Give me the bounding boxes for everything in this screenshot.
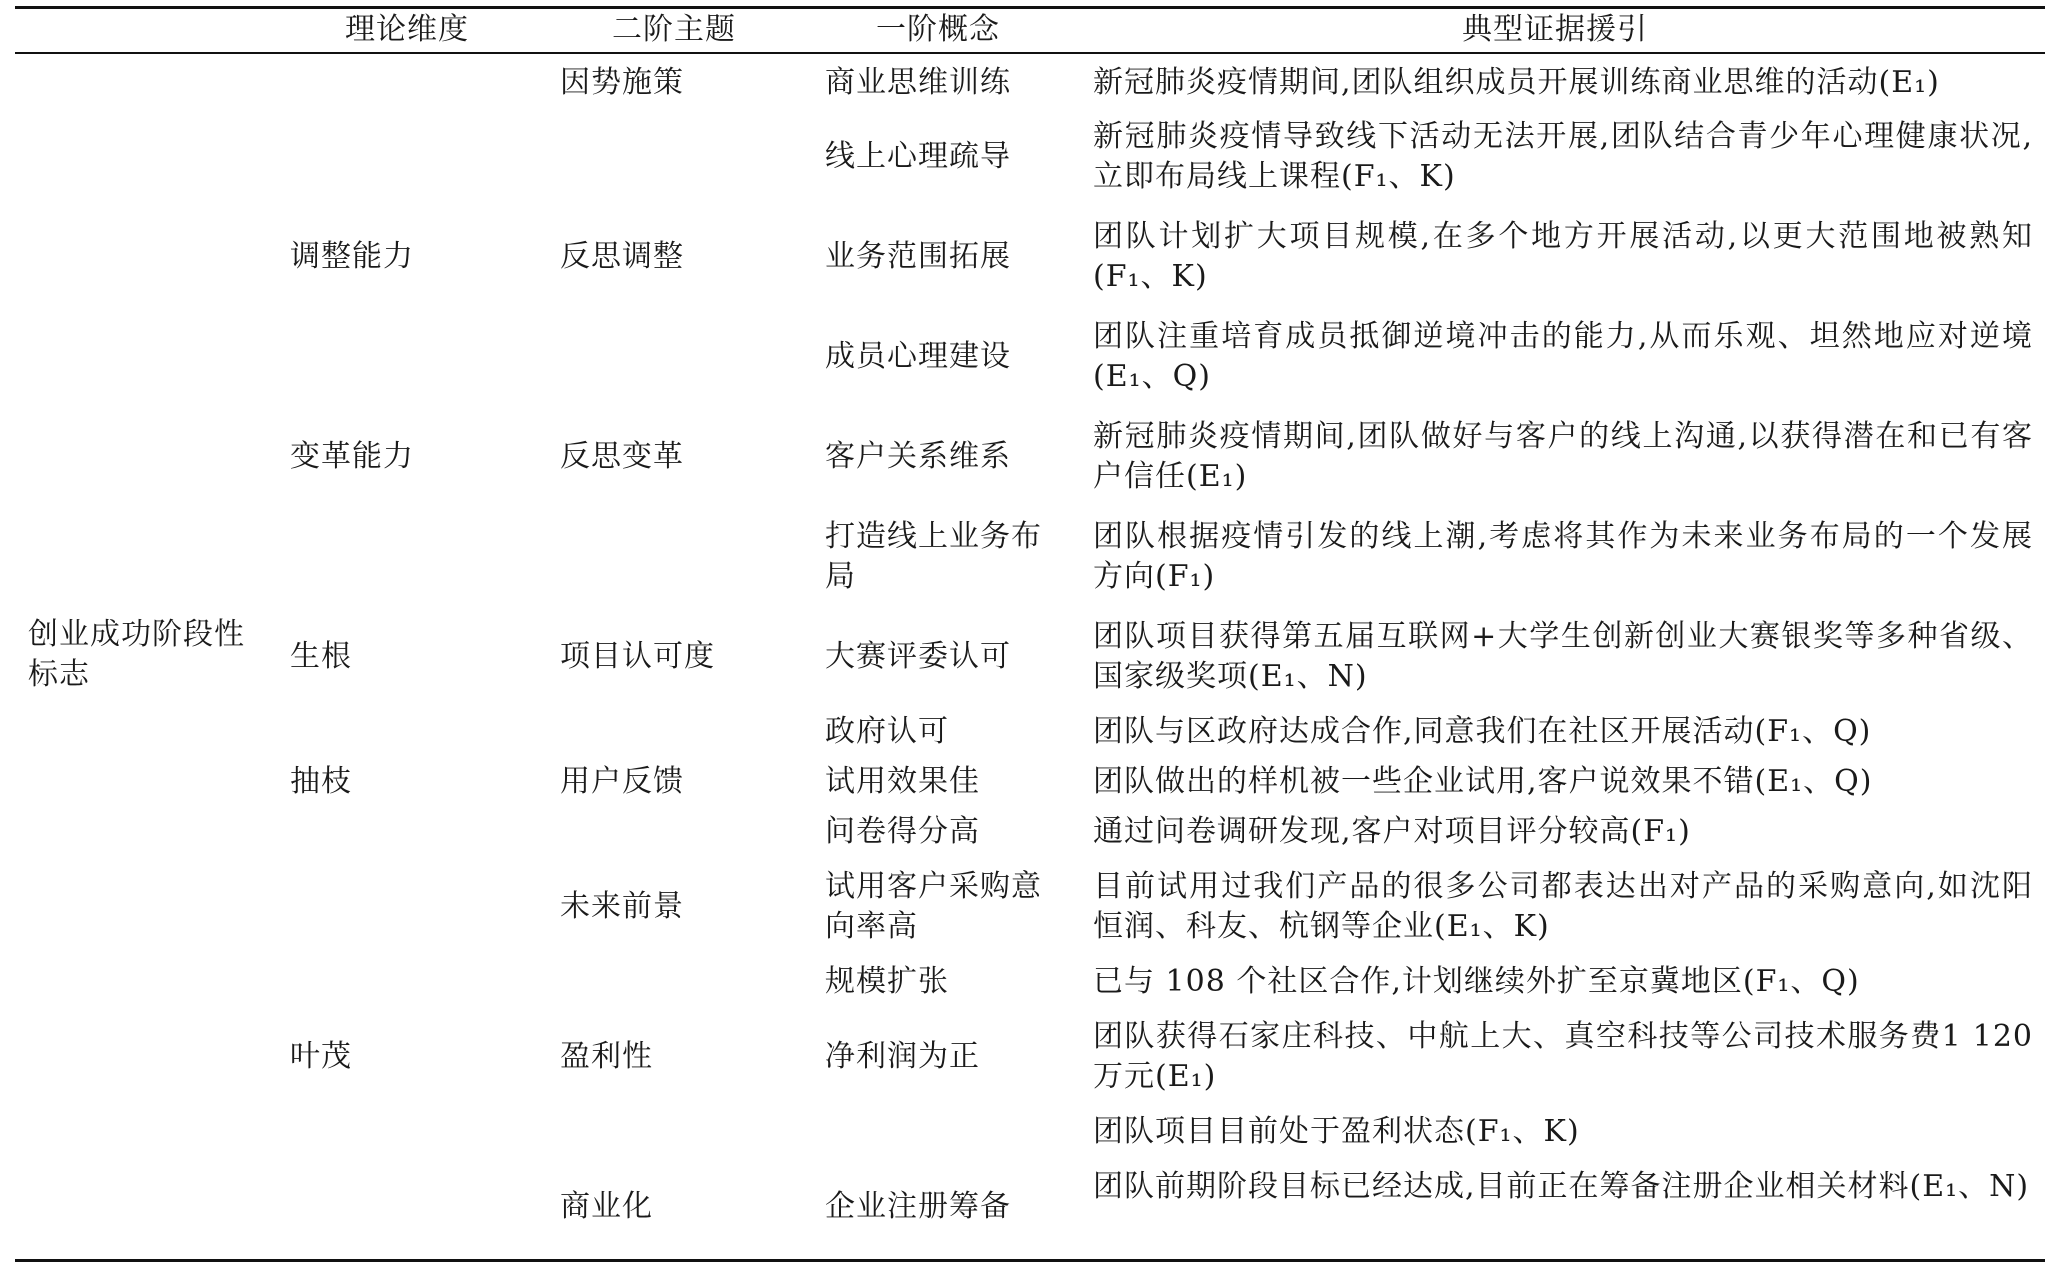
second-order-cell: 用户反馈 bbox=[560, 764, 684, 799]
evidence-cell: 已与 108 个社区合作,计划继续外扩至京冀地区(F₁、Q) bbox=[1093, 964, 1860, 999]
second-order-cell: 未来前景 bbox=[560, 889, 684, 924]
dimension-cell: 抽枝 bbox=[290, 764, 352, 799]
second-order-cell: 项目认可度 bbox=[560, 639, 715, 674]
first-order-cell: 规模扩张 bbox=[825, 964, 949, 999]
first-order-cell: 试用效果佳 bbox=[825, 764, 980, 799]
evidence-cell: 团队注重培育成员抵御逆境冲击的能力,从而乐观、坦然地应对逆境(E₁、Q) bbox=[1093, 319, 2033, 394]
evidence-cell: 团队前期阶段目标已经达成,目前正在筹备注册企业相关材料(E₁、N) bbox=[1093, 1169, 2030, 1204]
header-theory-dimension: 理论维度 bbox=[345, 12, 469, 47]
dimension-cell: 变革能力 bbox=[290, 439, 414, 474]
evidence-cell: 目前试用过我们产品的很多公司都表达出对产品的采购意向,如沈阳恒润、科友、杭钢等企业(E₁、K) bbox=[1093, 869, 2033, 944]
first-order-cell: 大赛评委认可 bbox=[825, 639, 1011, 674]
evidence-cell: 通过问卷调研发现,客户对项目评分较高(F₁) bbox=[1093, 814, 1691, 849]
evidence-cell: 团队项目目前处于盈利状态(F₁、K) bbox=[1093, 1114, 1580, 1149]
first-order-cell: 成员心理建设 bbox=[825, 339, 1011, 374]
first-order-cell: 问卷得分高 bbox=[825, 814, 980, 849]
header-evidence: 典型证据援引 bbox=[1462, 12, 1648, 47]
dimension-cell: 生根 bbox=[290, 639, 352, 674]
first-order-cell: 打造线上业务布 局 bbox=[825, 519, 1042, 594]
first-order-cell: 商业思维训练 bbox=[825, 65, 1011, 100]
header-second-order: 二阶主题 bbox=[612, 12, 736, 47]
category-label: 创业成功阶段性 标志 bbox=[28, 617, 245, 692]
evidence-cell: 新冠肺炎疫情期间,团队做好与客户的线上沟通,以获得潜在和已有客户信任(E₁) bbox=[1093, 419, 2033, 494]
second-order-cell: 盈利性 bbox=[560, 1039, 653, 1074]
first-order-cell: 政府认可 bbox=[825, 714, 949, 749]
evidence-cell: 团队项目获得第五届互联网+大学生创新创业大赛银奖等多种省级、国家级奖项(E₁、N) bbox=[1093, 619, 2033, 694]
evidence-cell: 团队与区政府达成合作,同意我们在社区开展活动(F₁、Q) bbox=[1093, 714, 1872, 749]
evidence-cell: 团队获得石家庄科技、中航上大、真空科技等公司技术服务费1 120 万元(E₁) bbox=[1093, 1019, 2044, 1094]
evidence-cell: 团队根据疫情引发的线上潮,考虑将其作为未来业务布局的一个发展方向(F₁) bbox=[1093, 519, 2033, 594]
evidence-cell: 团队计划扩大项目规模,在多个地方开展活动,以更大范围地被熟知(F₁、K) bbox=[1093, 219, 2033, 294]
first-order-cell: 试用客户采购意 向率高 bbox=[825, 869, 1042, 944]
dimension-cell: 调整能力 bbox=[290, 239, 414, 274]
first-order-cell: 业务范围拓展 bbox=[825, 239, 1011, 274]
table-top-rule bbox=[15, 6, 2045, 9]
second-order-cell: 反思调整 bbox=[560, 239, 684, 274]
dimension-cell: 叶茂 bbox=[290, 1039, 352, 1074]
first-order-cell: 线上心理疏导 bbox=[825, 139, 1011, 174]
first-order-cell: 企业注册筹备 bbox=[825, 1189, 1011, 1224]
table-bottom-rule bbox=[15, 1259, 2045, 1262]
evidence-cell: 新冠肺炎疫情导致线下活动无法开展,团队结合青少年心理健康状况,立即布局线上课程(F₁、K) bbox=[1093, 119, 2033, 194]
second-order-cell: 商业化 bbox=[560, 1189, 653, 1224]
first-order-cell: 净利润为正 bbox=[825, 1039, 980, 1074]
table-header-rule bbox=[15, 52, 2045, 54]
evidence-cell: 团队做出的样机被一些企业试用,客户说效果不错(E₁、Q) bbox=[1093, 764, 1873, 799]
header-first-order: 一阶概念 bbox=[876, 12, 1000, 47]
first-order-cell: 客户关系维系 bbox=[825, 439, 1011, 474]
second-order-cell: 因势施策 bbox=[560, 65, 684, 100]
evidence-cell: 新冠肺炎疫情期间,团队组织成员开展训练商业思维的活动(E₁) bbox=[1093, 65, 1940, 100]
second-order-cell: 反思变革 bbox=[560, 439, 684, 474]
